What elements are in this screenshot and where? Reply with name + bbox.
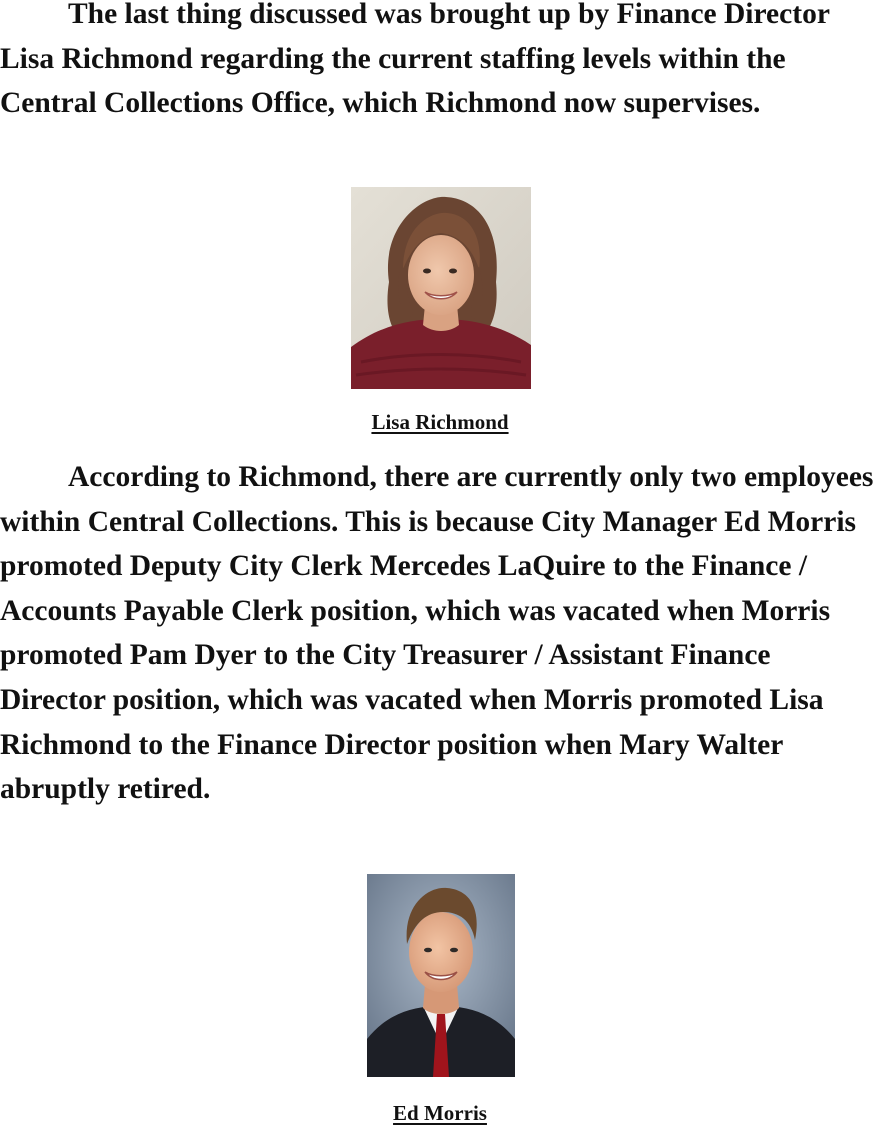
- caption-text: Ed Morris: [393, 1101, 487, 1125]
- portrait-photo-ed-morris: [367, 874, 515, 1077]
- photo-caption: [0, 1101, 880, 1125]
- caption-text: Lisa Richmond: [371, 410, 509, 434]
- photo-caption: [0, 410, 880, 434]
- portrait-photo-lisa-richmond: [351, 187, 531, 389]
- article-paragraph: According to Richmond, there are currently only two employees within Central Collections. This is because City Manager Ed Morris promoted Deputy City Clerk Mercedes LaQuire to the Finance / Accounts Payable Clerk position, which was vacated when Morris promoted Pam Dyer to the City Treasurer / Assistant Finance Director position, which was vacated when Morris promoted Lisa Richmond to the Finance Director position when Mary Walter abruptly retired.: [0, 461, 874, 806]
- article-paragraph: The last thing discussed was brought up by Finance Director Lisa Richmond regarding the current staffing levels within the Central Collections Office, which Richmond now supervises.: [0, 0, 830, 120]
